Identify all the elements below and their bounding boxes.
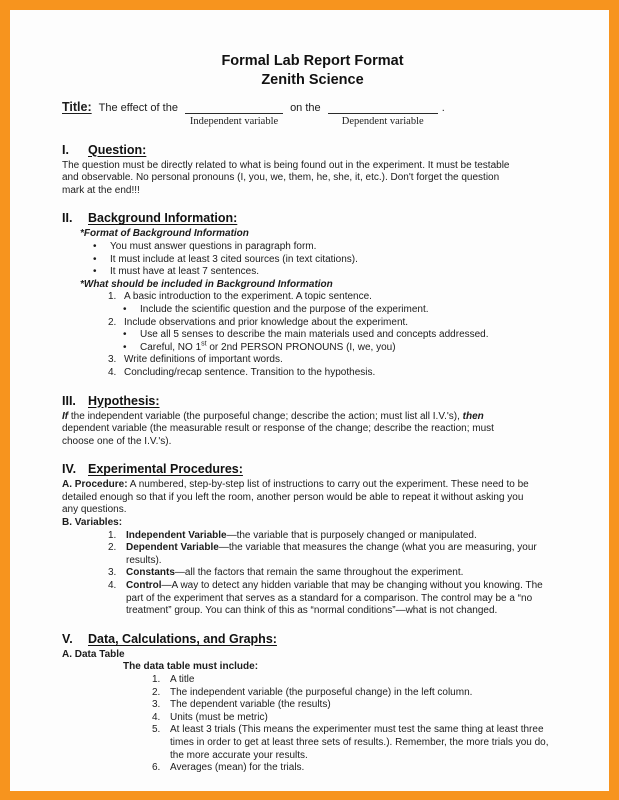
bullet-icon — [123, 304, 140, 317]
list-item — [108, 291, 560, 304]
include-subheading: *What should be included in Background Information — [80, 278, 333, 290]
list-item-text — [126, 530, 560, 543]
list-item-text — [140, 342, 553, 355]
variable-term: Constants — [126, 567, 175, 579]
list-item-text: Include the scientific question and the purpose of the experiment. — [140, 303, 429, 315]
blank-line — [185, 101, 283, 114]
list-item — [108, 354, 560, 367]
section-experimental-procedures — [62, 461, 563, 618]
list-item — [93, 254, 563, 267]
list-item-text: Averages (mean) for the trials. — [170, 762, 305, 774]
pronouns-text-pre: Careful, NO 1 — [140, 341, 202, 353]
list-item-text: A title — [170, 674, 195, 685]
list-item-number: 4. — [152, 711, 161, 723]
variable-term: Dependent Variable — [126, 542, 219, 554]
section-numeral: I. — [62, 142, 69, 157]
section-heading — [62, 631, 563, 647]
section-numeral: IV. — [62, 462, 77, 477]
list-item-text: It must include at least 3 cited sources (in text citations). — [110, 253, 358, 265]
list-item — [108, 567, 560, 580]
list-item-number: 6. — [152, 762, 161, 774]
list-item-number: 3. — [152, 699, 161, 711]
document-title-line1: Formal Lab Report Format — [221, 53, 404, 69]
procedure-paragraph — [62, 479, 538, 517]
if-word: If — [62, 410, 69, 422]
section-hypothesis — [62, 393, 563, 449]
bullet-icon — [93, 241, 110, 254]
list-item-text: Include observations and prior knowledge about the experiment. — [124, 316, 409, 328]
dependent-variable-blank — [328, 101, 438, 129]
list-item — [108, 542, 560, 567]
section-heading-text: Hypothesis: — [88, 393, 160, 408]
title-period: . — [441, 102, 445, 114]
independent-variable-caption: Independent variable — [189, 116, 279, 127]
then-word: then — [462, 410, 484, 422]
list-item-number: 3. — [108, 354, 117, 366]
variable-definition: —the variable that measures the change (what you are measuring, your results). — [126, 542, 537, 566]
list-item — [108, 580, 560, 618]
section-numeral: III. — [62, 393, 76, 408]
bullet-icon — [123, 329, 140, 342]
list-item-text: The independent variable (the purposeful change) in the left column. — [170, 686, 473, 698]
list-item-text: Use all 5 senses to describe the main materials used and concepts addressed. — [140, 329, 489, 341]
list-item-text — [126, 542, 560, 567]
variable-term: Independent Variable — [126, 529, 227, 541]
variable-definition: —all the factors that remain the same throughout the experiment. — [174, 567, 464, 579]
list-item-text: It must have at least 7 sentences. — [110, 266, 259, 278]
independent-variable-blank — [185, 101, 283, 129]
variables-label: B. Variables: — [62, 517, 123, 529]
variable-definition: —A way to detect any hidden variable that may be changing without you knowing. The part of the experiment that serves as a standard for a comparison. The control may be a “no treatment” group. You can think of this as “normal conditions”—what is not changed. — [126, 580, 543, 617]
list-item-number: 1. — [108, 291, 117, 303]
hypothesis-part1: the independent variable (the purposeful change; describe the action; must list all I.V.'s), — [68, 410, 463, 422]
list-item — [152, 762, 563, 775]
list-item-number: 3. — [108, 567, 117, 579]
variables-label-row — [62, 517, 538, 530]
blank-line — [328, 101, 438, 114]
title-label: Title: — [62, 100, 92, 114]
section-heading — [62, 142, 563, 158]
hypothesis-part2: dependent variable (the measurable result or response of the change; describe the reaction; must choose one of the I.V.'s). — [62, 423, 494, 447]
list-item — [123, 329, 553, 342]
list-item-number: 1. — [152, 674, 161, 685]
list-item — [108, 367, 560, 380]
title-fill-in-row — [62, 101, 563, 129]
list-item-number: 2. — [152, 686, 161, 698]
list-item-number: 4. — [108, 580, 117, 592]
question-body: The question must be directly related to what is being found out in the experiment. It must be testable and observable. No personal pronouns (I, you, we, them, he, she, it, etc.). Don't forget the question mark at the end!!! — [62, 159, 510, 196]
list-item — [152, 724, 563, 762]
data-table-include-label: The data table must include: — [123, 661, 259, 673]
list-item-number: 2. — [108, 316, 117, 328]
list-item-text: Write definitions of important words. — [124, 354, 283, 366]
list-item — [123, 342, 553, 355]
bullet-icon — [123, 342, 140, 355]
list-item-number: 1. — [108, 529, 117, 541]
section-heading — [62, 210, 563, 226]
variable-term: Control — [126, 580, 162, 592]
list-item — [152, 699, 563, 712]
hypothesis-body — [62, 411, 522, 449]
list-item-text: Units (must be metric) — [170, 711, 268, 723]
list-item-text: The dependent variable (the results) — [170, 699, 331, 711]
document-title-line2: Zenith Science — [261, 72, 364, 88]
list-item-text: A basic introduction to the experiment. A topic sentence. — [124, 291, 372, 303]
list-item — [152, 687, 563, 700]
section-numeral: II. — [62, 211, 73, 226]
list-item — [108, 317, 560, 330]
procedure-label: A. Procedure: — [62, 479, 128, 491]
title-text-before: The effect of the — [98, 102, 178, 114]
list-item — [108, 530, 560, 543]
list-item — [93, 241, 563, 254]
list-item-number: 4. — [108, 366, 117, 378]
section-data-calculations-graphs — [62, 631, 563, 775]
data-table-label: A. Data Table — [62, 648, 125, 660]
section-heading-text: Data, Calculations, and Graphs: — [88, 631, 277, 646]
list-item-text: You must answer questions in paragraph form. — [110, 240, 317, 252]
list-item — [123, 304, 553, 317]
list-item-number: 5. — [152, 724, 161, 736]
list-item-text — [126, 580, 560, 618]
list-item — [152, 674, 563, 687]
pronouns-text-post: or 2nd PERSON PRONOUNS (I, we, you) — [206, 341, 396, 353]
bullet-icon — [93, 254, 110, 267]
section-heading-text: Background Information: — [88, 211, 238, 226]
bullet-icon — [93, 266, 110, 279]
document-title — [62, 52, 563, 90]
list-item — [93, 266, 563, 279]
ordinal-superscript: st — [201, 340, 207, 348]
list-item — [152, 712, 563, 725]
format-subheading: *Format of Background Information — [80, 228, 249, 240]
section-heading — [62, 461, 563, 477]
section-heading-text: Question: — [88, 142, 147, 157]
section-heading-text: Experimental Procedures: — [88, 462, 243, 477]
list-item-text: Concluding/recap sentence. Transition to the hypothesis. — [124, 366, 376, 378]
section-numeral: V. — [62, 631, 73, 646]
variable-definition: —the variable that is purposely changed or manipulated. — [226, 529, 477, 541]
dependent-variable-caption: Dependent variable — [341, 116, 424, 127]
section-heading — [62, 393, 563, 409]
section-background-information — [62, 210, 563, 379]
list-item-number: 2. — [108, 542, 117, 554]
list-item-text: At least 3 trials (This means the experimenter must test the same thing at least three times in order to get at least three sets of results.). Remember, the more trials you do, the more accurate your results. — [170, 724, 549, 761]
title-text-mid: on the — [290, 102, 321, 114]
procedure-text: A numbered, step-by-step list of instructions to carry out the experiment. These need to be detailed enough so that if you left the room, another person would be able to repeat it without asking you any questions. — [62, 479, 529, 516]
list-item-text — [126, 567, 560, 580]
section-question — [62, 142, 563, 198]
